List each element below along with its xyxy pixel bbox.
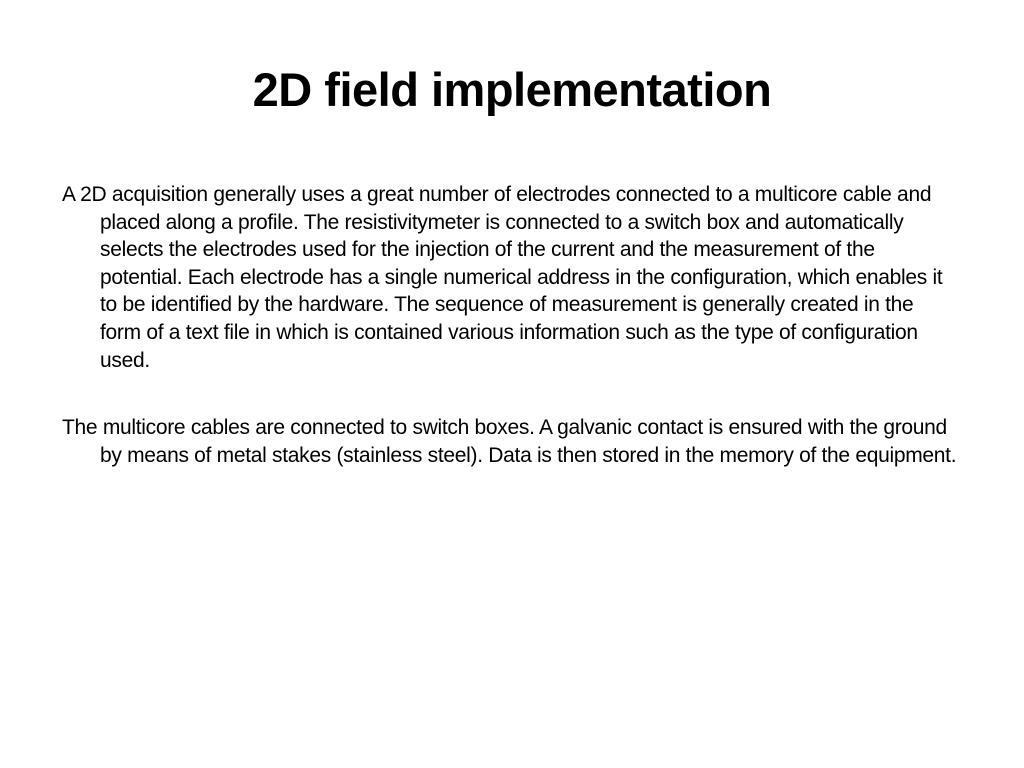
slide-title: 2D field implementation (252, 63, 772, 116)
body-paragraph-cables: The multicore cables are connected to switch boxes. A galvanic contact is ensured with the ground by means of metal stakes (stainless steel). Data is then stored in the memory of the equipment. (62, 416, 957, 467)
body-paragraph-acquisition: A 2D acquisition generally uses a great number of electrodes connected to a multicore cable and placed along a profile. The resistivitymeter is connected to a switch box and automatically selects the electrodes used for the injection of the current and the measurement of the potential. Each electrode has a single numerical address in the configuration, which enables it to be identified by the hardware. The sequence of measurement is generally created in the form of a text file in which is contained various information such as the type of configuration used. (62, 183, 943, 372)
slide-body (62, 181, 958, 509)
